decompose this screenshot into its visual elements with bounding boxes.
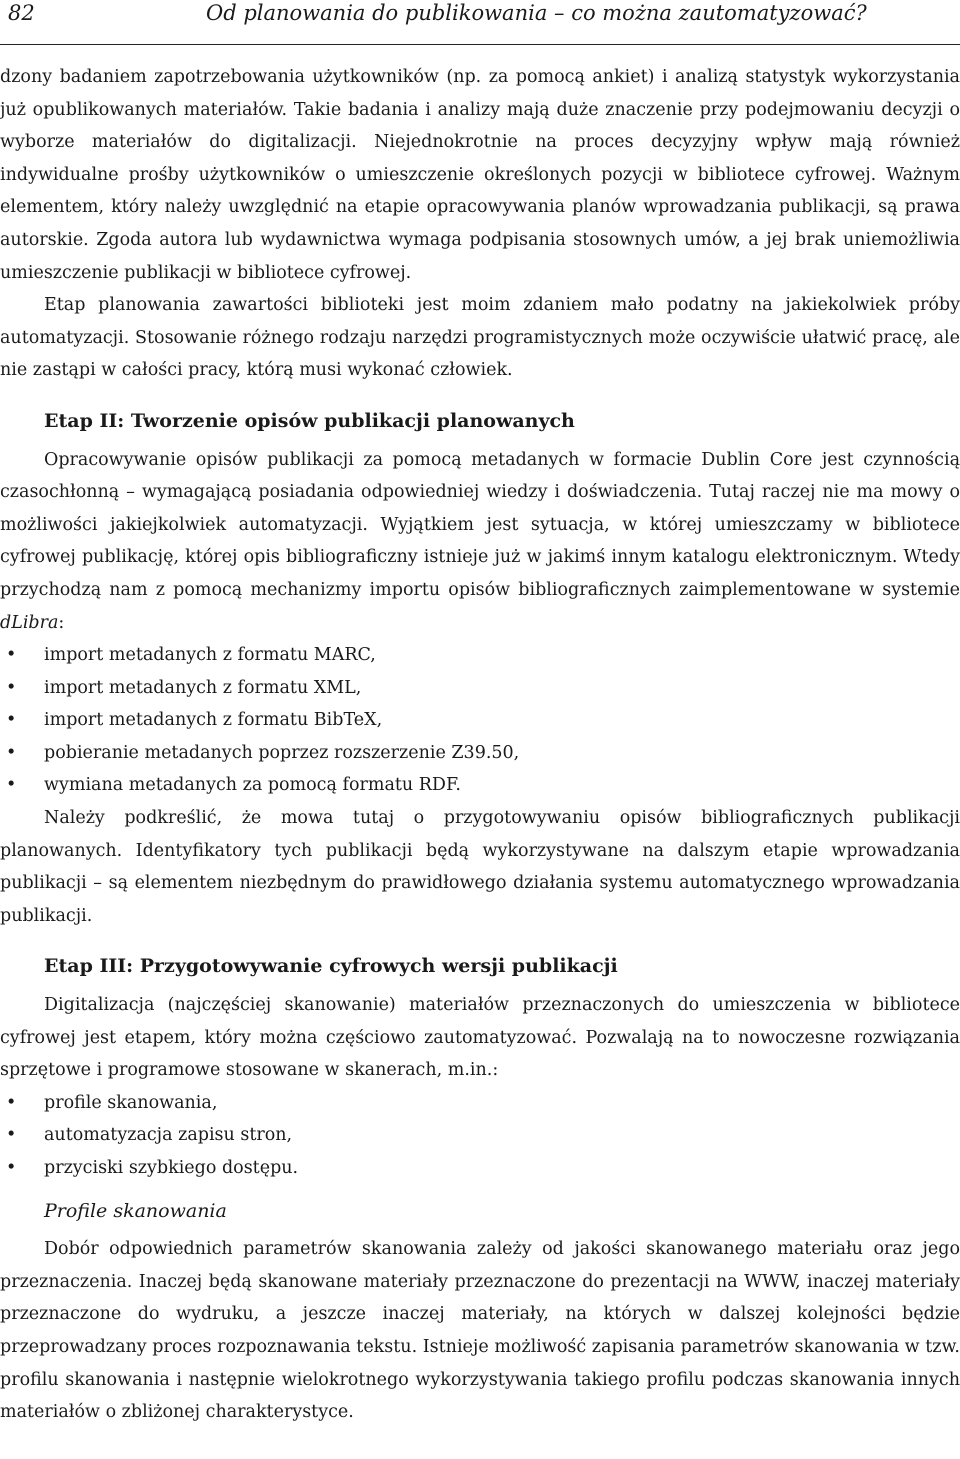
paragraph-metadata-description [0, 444, 960, 640]
paragraph-scan-profiles: Dobór odpowiednich parametrów skanowania zależy od jakości skanowanego materiału oraz jego przeznaczenia. Inaczej będą skanowane materiały przeznaczone do prezentacji na WWW, inaczej materiały przeznaczone do wydruku, a jeszcze inaczej materiały, na których w dalszej kolejności będzie przeprowadzany proces rozpoznawania tekstu. Istnieje możliwość zapisania parametrów skanowania w tzw. profilu skanowania i następnie wielokrotnego wykorzystywania takiego profilu podczas skanowania innych materiałów o zbliżonej charakterystyce. [0, 1239, 960, 1423]
list-item: • profile skanowania, [0, 1087, 960, 1120]
list-item: • przyciski szybkiego dostępu. [0, 1152, 960, 1185]
paragraph-planning-automation: Etap planowania zawartości biblioteki jest moim zdaniem mało podatny na jakiekolwiek próby automatyzacji. Stosowanie różnego rodzaju narzędzi programistycznych może oczywiście ułatwić pracę, ale nie zastąpi w całości pracy, którą musi wykonać człowiek. [0, 295, 960, 381]
page-number: 82 [8, 1, 35, 25]
import-methods-list [0, 639, 960, 802]
paragraph-digitization: Digitalizacja (najczęściej skanowanie) materiałów przeznaczonych do umieszczenia w bibliotece cyfrowej jest etapem, który można częściowo zautomatyzować. Pozwalają na to nowoczesne rozwiązania sprzętowe i programowe stosowane w skanerach, m.in.: [0, 995, 960, 1081]
system-name: dLibra [0, 612, 59, 633]
page-body [0, 61, 960, 1429]
section-heading-stage-2: Etap II: Tworzenie opisów publikacji planowanych [44, 409, 575, 432]
scanner-features-list [0, 1087, 960, 1185]
paragraph-text: Opracowywanie opisów publikacji za pomocą metadanych w formacie Dublin Core jest czynnością czasochłonną – wymagającą posiadania odpowiedniej wiedzy i doświadczenia. Tutaj raczej nie ma mowy o możliwości jakiejkolwiek automatyzacji. Wyjątkiem jest sytuacja, w której umieszczamy w bibliotece cyfrowej publikację, której opis bibliograficzny istnieje już w jakimś innym katalogu elektronicznym. Wtedy przychodzą nam z pomocą mechanizmy importu opisów bibliograficznych zaimplementowane w systemie [0, 449, 960, 600]
page-header [0, 0, 960, 45]
list-item: • automatyzacja zapisu stron, [0, 1119, 960, 1152]
list-item: • pobieranie metadanych poprzez rozszerzenie Z39.50, [0, 737, 960, 770]
running-head: Od planowania do publikowania – co można zautomatyzować? [206, 1, 867, 25]
list-item: • import metadanych z formatu XML, [0, 672, 960, 705]
paragraph-continuation: dzony badaniem zapotrzebowania użytkowników (np. za pomocą ankiet) i analizą statystyk wykorzystania już opublikowanych materiałów. Takie badania i analizy mają duże znaczenie przy podejmowaniu decyzji o wyborze materiałów do digitalizacji. Niejednokrotnie na proces decyzyjny wpływ mają również indywidualne prośby użytkowników o umieszczenie określonych pozycji w bibliotece cyfrowej. Ważnym elementem, który należy uwzględnić na etapie opracowywania planów wprowadzania publikacji, są prawa autorskie. Zgoda autora lub wydawnictwa wymaga podpisania stosownych umów, a jej brak uniemożliwia umieszczenie publikacji w bibliotece cyfrowej. [0, 67, 960, 283]
section-heading-stage-3: Etap III: Przygotowywanie cyfrowych wersji publikacji [44, 955, 618, 978]
list-item: • import metadanych z formatu BibTeX, [0, 704, 960, 737]
list-item: • wymiana metadanych za pomocą formatu RDF. [0, 769, 960, 802]
paragraph-identifiers: Należy podkreślić, że mowa tutaj o przygotowywaniu opisów bibliograficznych publikacji planowanych. Identyfikatory tych publikacji będą wykorzystywane na dalszym etapie wprowadzania publikacji – są elementem niezbędnym do prawidłowego działania systemu automatycznego wprowadzania publikacji. [0, 808, 960, 926]
list-item: • import metadanych z formatu MARC, [0, 639, 960, 672]
subheading-scan-profiles: Profile skanowania [44, 1199, 227, 1222]
paragraph-text-end: : [58, 612, 65, 633]
